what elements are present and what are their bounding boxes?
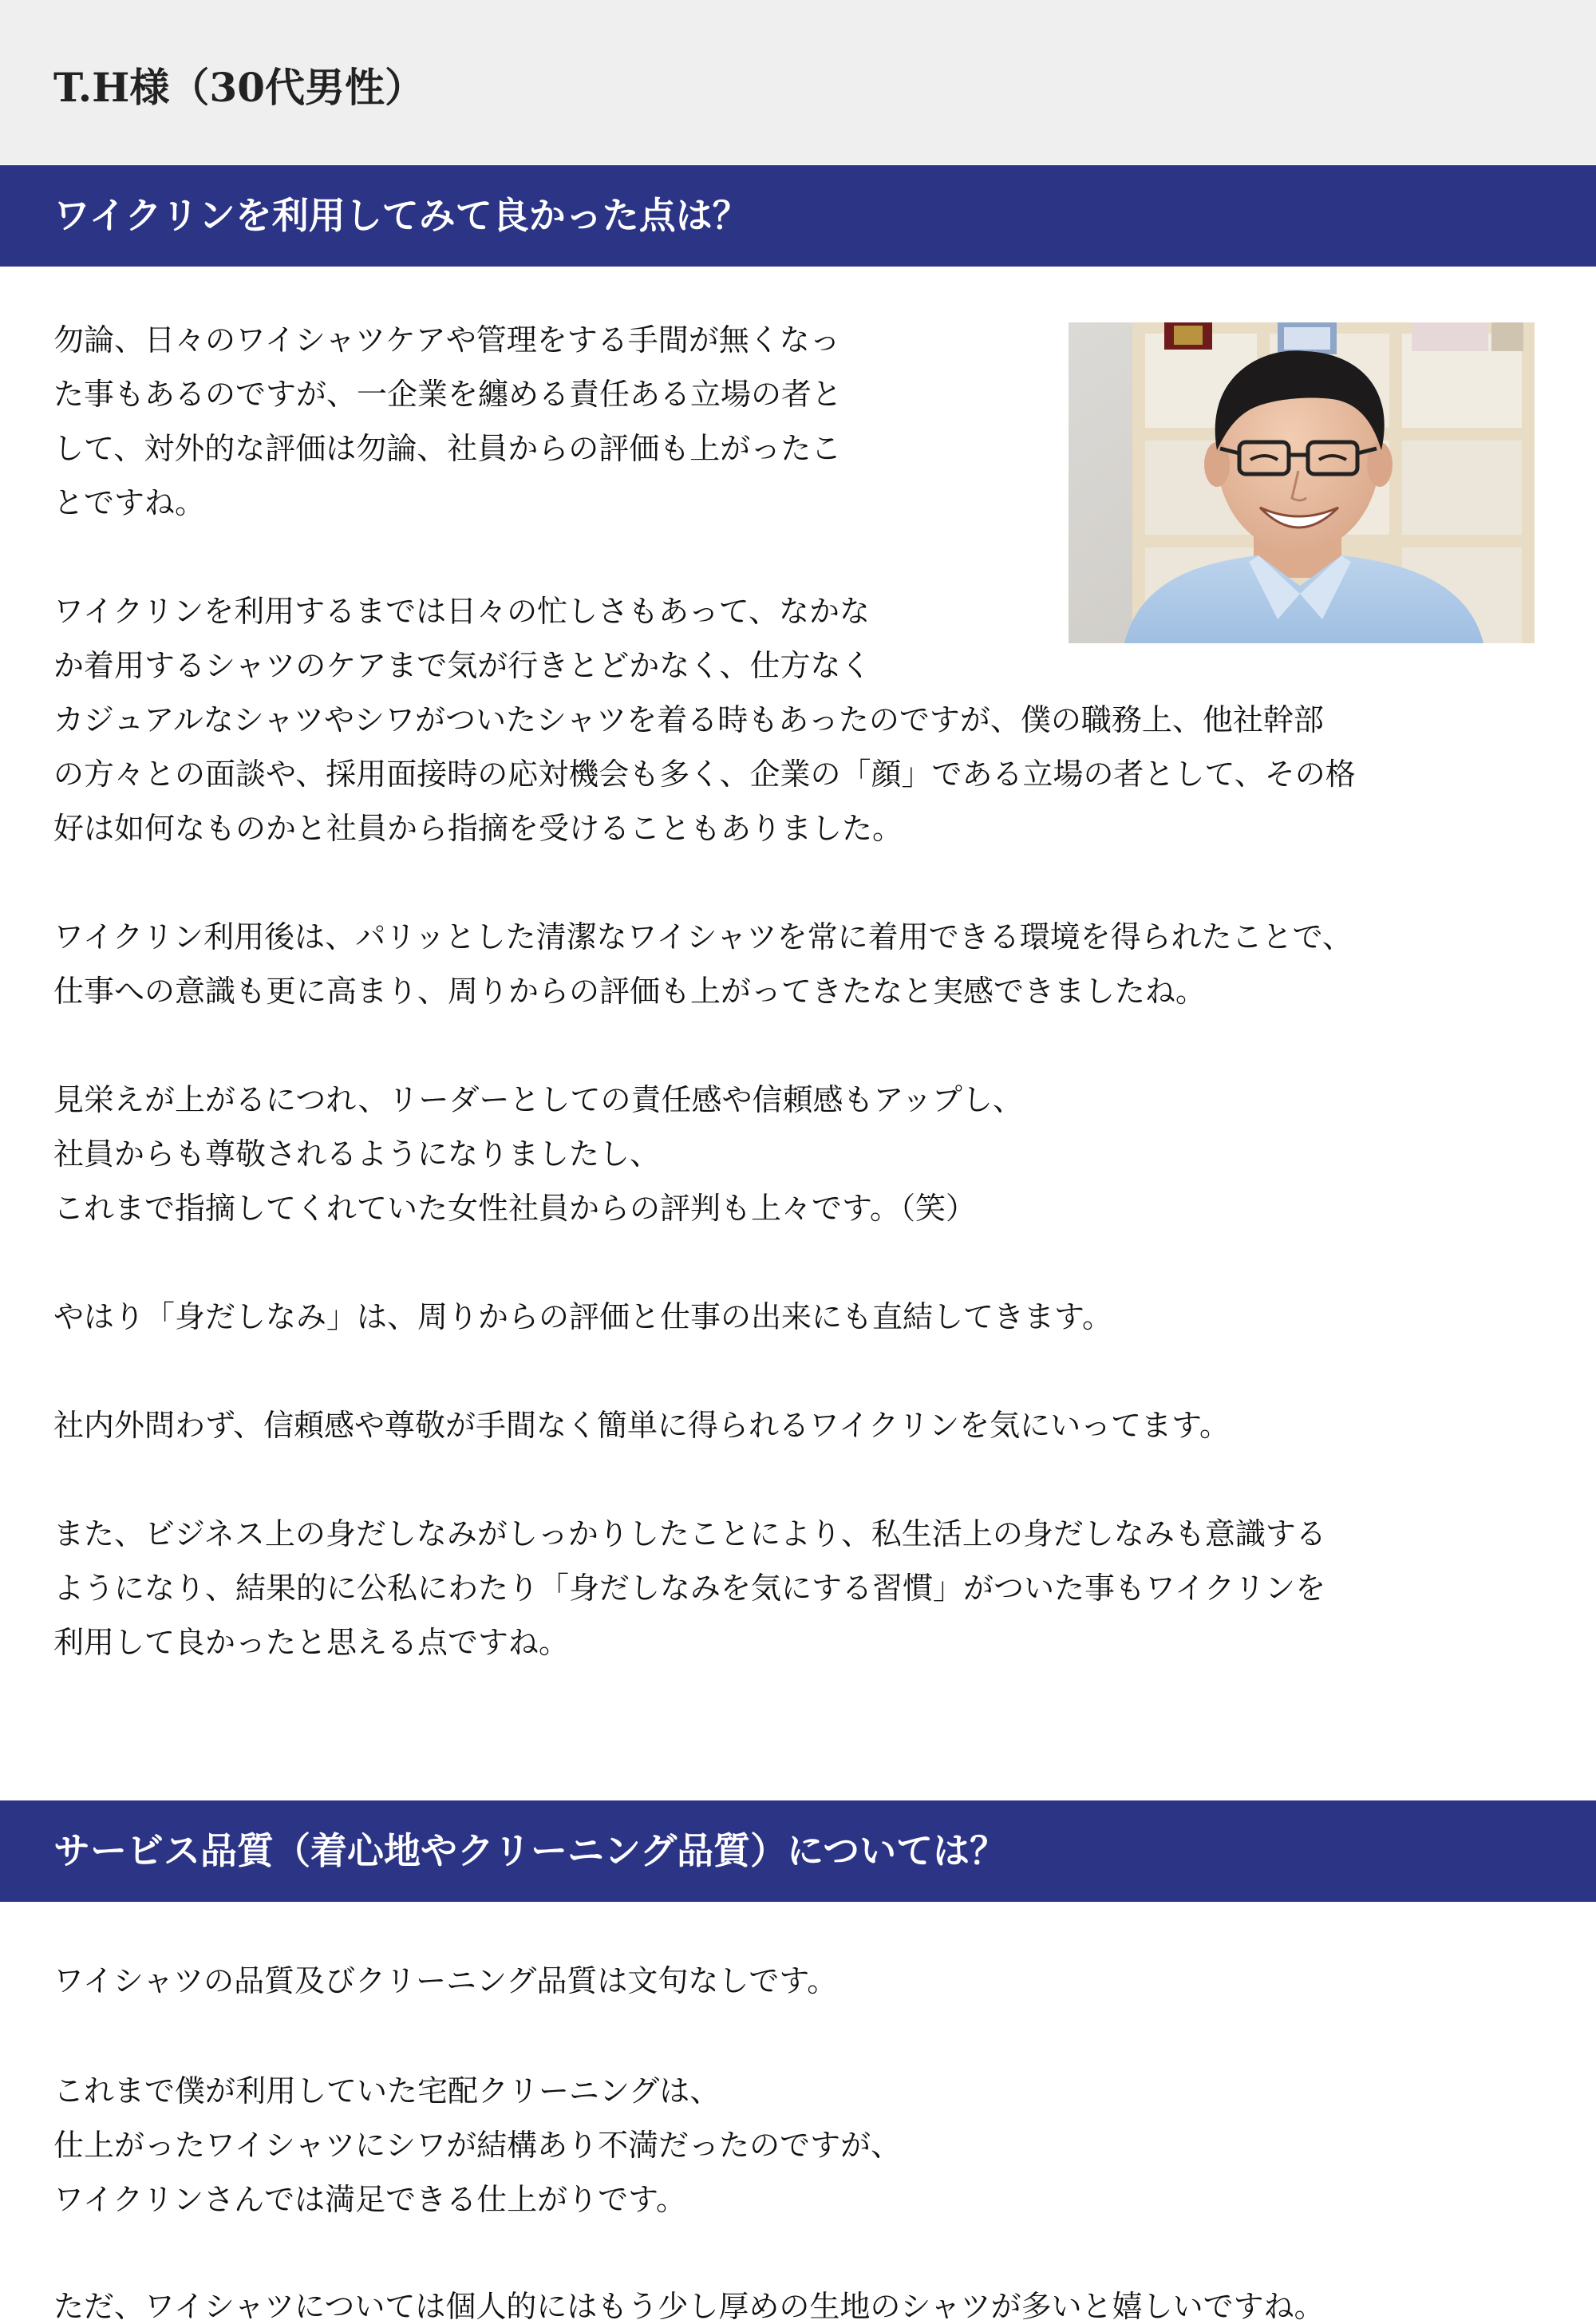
answer-line: また、ビジネス上の身だしなみがしっかりしたことにより、私生活上の身だしなみも意識する bbox=[53, 1516, 1326, 1551]
answer-line: して、対外的な評価は勿論、社員からの評価も上がったこ bbox=[53, 431, 842, 466]
question-title-2: サービス品質（着心地やクリーニング品質）については？ bbox=[53, 1829, 1007, 1872]
answer-line: 利用して良かったと思える点ですね。 bbox=[53, 1625, 570, 1660]
answer-line: 仕事への意識も更に高まり、周りからの評価も上がってきたなと実感できましたね。 bbox=[53, 974, 1207, 1009]
answer-line: とですね。 bbox=[53, 485, 206, 520]
answer-line: 見栄えが上がるにつれ、リーダーとしての責任感や信頼感もアップし、 bbox=[53, 1082, 1023, 1117]
question-title-1: ワイクリンを利用してみて良かった点は？ bbox=[53, 194, 749, 237]
answer-paragraph bbox=[53, 2279, 1325, 2324]
answer-line: これまで僕が利用していた宅配クリーニングは、 bbox=[53, 2073, 721, 2109]
answer-paragraph bbox=[53, 1398, 1230, 1452]
customer-name: T.H様（30代男性） bbox=[53, 64, 425, 111]
answer-line: 社内外問わず、信頼感や尊敬が手間なく簡単に得られるワイクリンを気にいってます。 bbox=[53, 1408, 1231, 1443]
answer-paragraph bbox=[53, 313, 842, 530]
answer-line: ワイシャツの品質及びクリーニング品質は文句なしです。 bbox=[53, 1963, 838, 1998]
answer-line: ワイクリンを利用するまでは日々の忙しさもあって、なかな bbox=[53, 594, 870, 629]
answer-line: カジュアルなシャツやシワがついたシャツを着る時もあったのですが、僕の職務上、他社幹部 bbox=[53, 702, 1324, 737]
answer-line: の方々との面談や、採用面接時の応対機会も多く、企業の「顔」である立場の者として、その格 bbox=[53, 757, 1356, 792]
answer-line: ようになり、結果的に公私にわたり「身だしなみを気にする習慣」がついた事もワイクリンを bbox=[53, 1571, 1326, 1606]
answer-paragraph bbox=[53, 910, 1353, 1018]
answer-line: か着用するシャツのケアまで気が行きとどかなく、仕方なく bbox=[53, 648, 871, 683]
answer-line: た事もあるのですが、一企業を纏める責任ある立場の者と bbox=[53, 377, 843, 412]
answer-line: これまで指摘してくれていた女性社員からの評判も上々です。（笑） bbox=[53, 1191, 976, 1226]
answer-line: ただ、ワイシャツについては個人的にはもう少し厚めの生地のシャツが多いと嬉しいですね。 bbox=[53, 2289, 1325, 2324]
answer-paragraph bbox=[53, 1507, 1326, 1670]
answer-line: 仕上がったワイシャツにシワが結構あり不満だったのですが、 bbox=[53, 2128, 902, 2163]
answer-line: 好は如何なものかと社員から指摘を受けることもありました。 bbox=[53, 811, 903, 846]
answer-line: ワイクリンさんでは満足できる仕上がりです。 bbox=[53, 2182, 687, 2217]
answer-paragraph bbox=[53, 1290, 1112, 1344]
answer-paragraph bbox=[53, 2064, 901, 2227]
answer-paragraph bbox=[53, 1073, 1023, 1235]
question-header-2 bbox=[0, 1800, 1596, 1902]
answer-line: 勿論、日々のワイシャツケアや管理をする手間が無くなっ bbox=[53, 322, 840, 358]
answer-line: 社員からも尊敬されるようになりましたし、 bbox=[53, 1136, 661, 1172]
answer-line: やはり「身だしなみ」は、周りからの評価と仕事の出来にも直結してきます。 bbox=[53, 1299, 1112, 1334]
answer-line: ワイクリン利用後は、パリッとした清潔なワイシャツを常に着用できる環境を得られたことで、 bbox=[53, 919, 1353, 955]
answer-paragraph bbox=[53, 1954, 837, 2008]
question-header-1 bbox=[0, 165, 1596, 267]
customer-header bbox=[0, 0, 1596, 164]
answer-paragraph bbox=[53, 584, 1356, 856]
